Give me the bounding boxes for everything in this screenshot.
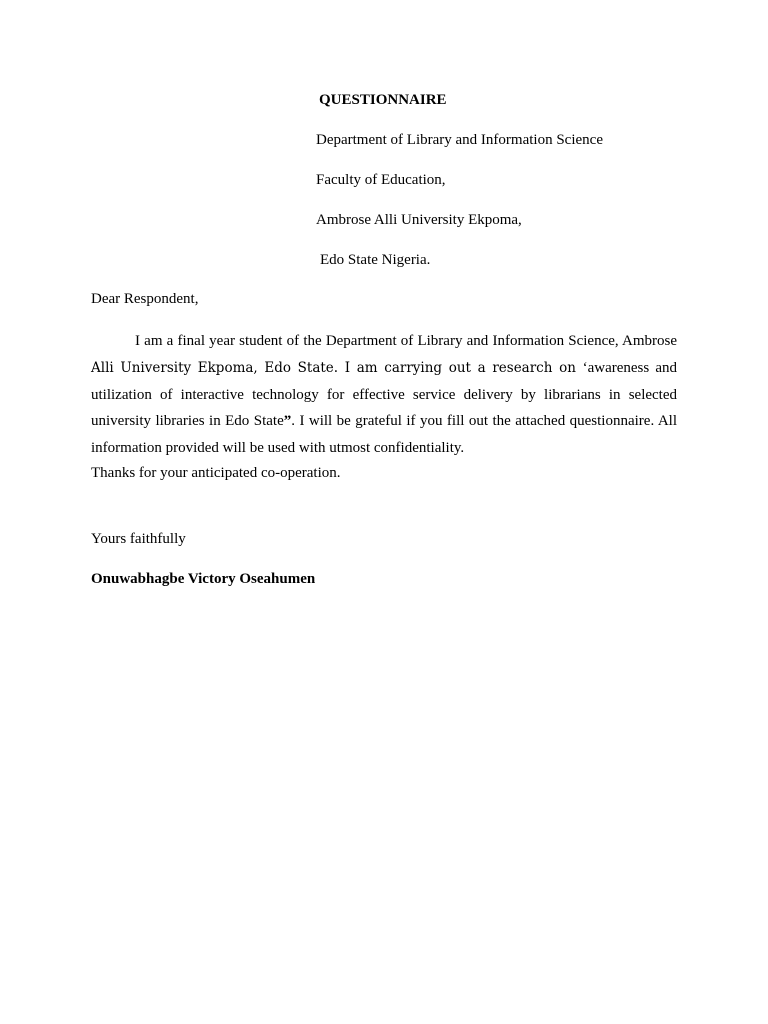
address-university: Ambrose Alli University Ekpoma,	[316, 212, 522, 228]
body-text-part1: I am a final year student of the Department of Library and Information Science, Ambrose	[135, 333, 677, 349]
body-text-part3: ‘awareness and utilization of interactive technology for effective service delivery by librarians in selected university libraries in Edo State	[91, 359, 677, 430]
body-text-part5: . I will be grateful if you fill out the attached questionnaire. All information provided will be used with utmost confidentiality.	[91, 413, 677, 457]
address-faculty: Faculty of Education,	[316, 172, 446, 188]
letter-body	[91, 328, 677, 462]
address-state: Edo State Nigeria.	[320, 252, 431, 268]
body-text-part4: ”	[283, 413, 292, 430]
closing-line: Yours faithfully	[91, 531, 186, 547]
body-text-part2: Alli University Ekpoma, Edo State. I am carrying out a research on	[91, 359, 583, 376]
thanks-line: Thanks for your anticipated co-operation.	[91, 465, 341, 481]
signature-name: Onuwabhagbe Victory Oseahumen	[91, 571, 316, 587]
salutation: Dear Respondent,	[91, 291, 199, 307]
document-title: QUESTIONNAIRE	[319, 92, 447, 108]
address-department: Department of Library and Information Science	[316, 132, 603, 148]
